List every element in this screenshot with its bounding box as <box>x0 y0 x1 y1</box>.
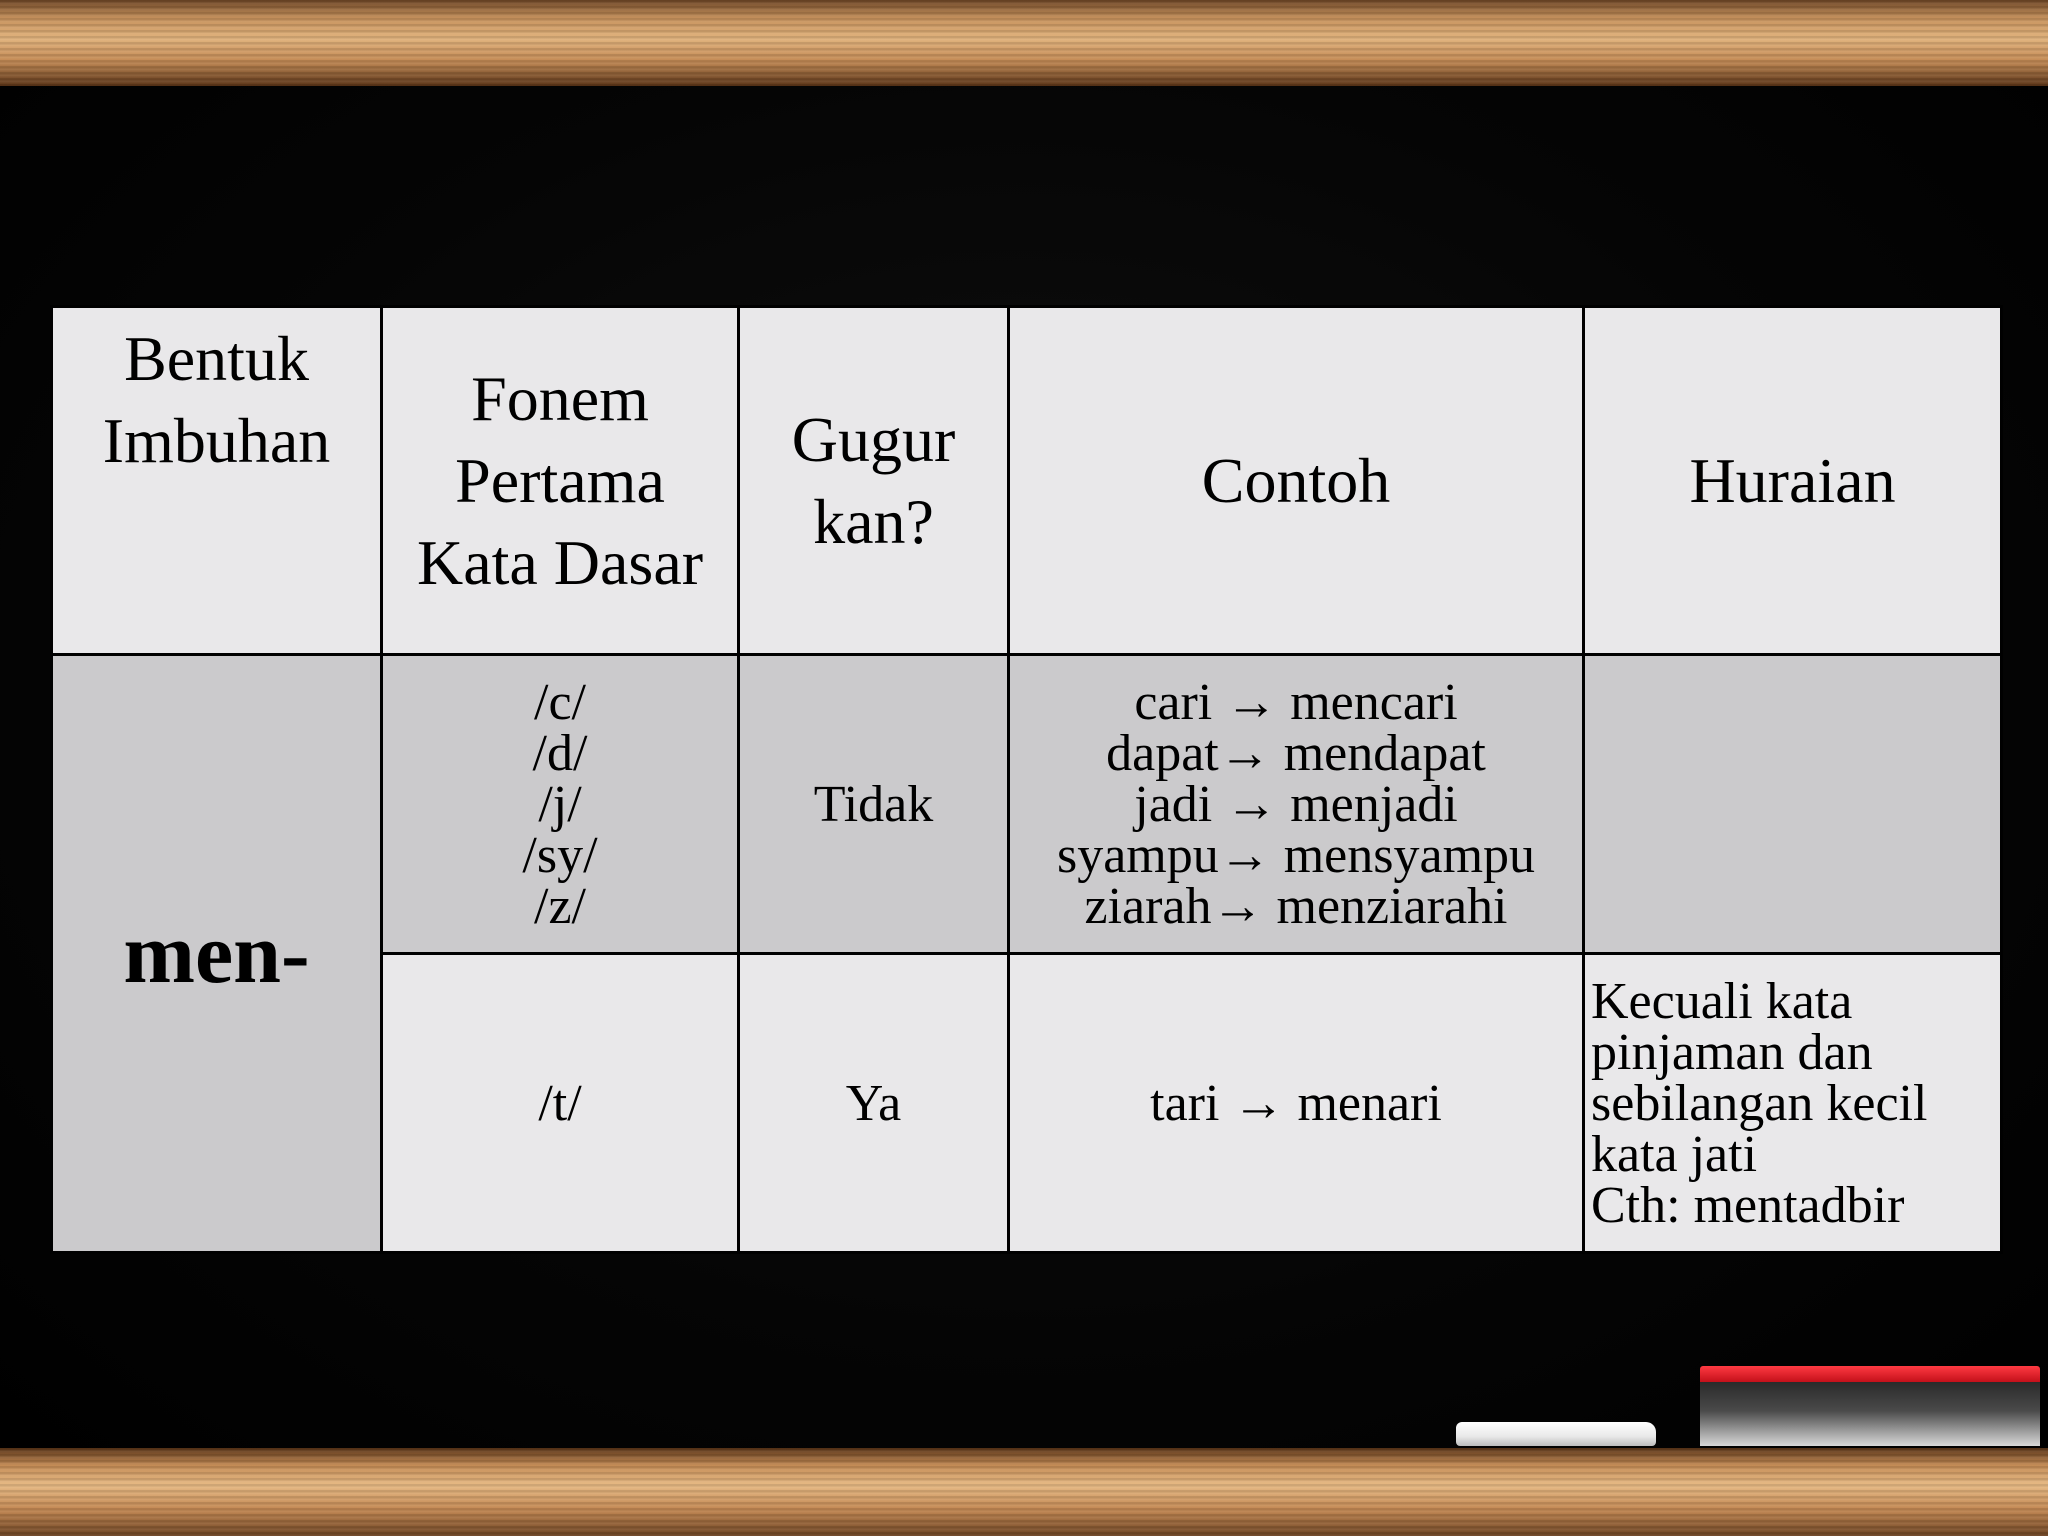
header-text-line: Imbuhan <box>102 405 331 476</box>
header-text-line: Gugur <box>791 403 956 475</box>
board-frame-top <box>0 0 2048 86</box>
fonem-line: /t/ <box>538 1074 582 1132</box>
contoh-line: syampu→ mensyampu <box>1056 826 1536 884</box>
fonem-line: /d/ <box>532 724 588 782</box>
gugur-cell: Ya <box>739 954 1009 1253</box>
contoh-line: ziarah→ menziarahi <box>1084 877 1508 935</box>
header-text-line: Pertama <box>455 444 665 516</box>
header-bentuk-imbuhan <box>52 307 382 655</box>
header-gugur <box>739 307 1009 655</box>
bentuk-imbuhan-cell: men- <box>52 655 382 1253</box>
contoh-line: dapat→ mendapat <box>1106 724 1486 782</box>
fonem-cell <box>382 954 739 1253</box>
eraser-top <box>1700 1366 2040 1382</box>
huraian-line: Cth: mentadbir <box>1591 1176 1905 1234</box>
table-header-row <box>52 307 2002 655</box>
fonem-line: /j/ <box>538 775 582 833</box>
header-text-line: Kata Dasar <box>416 526 704 598</box>
header-text-line: Contoh <box>1201 444 1391 516</box>
table-row <box>52 655 2002 954</box>
header-text-line: kan? <box>813 485 934 557</box>
fonem-cell <box>382 655 739 954</box>
huraian-cell-empty <box>1584 655 2002 954</box>
imbuhan-table <box>50 305 2003 1254</box>
fonem-line: /z/ <box>534 877 586 935</box>
contoh-line: tari → menari <box>1150 1074 1442 1132</box>
board-eraser <box>1700 1366 2040 1446</box>
contoh-line: cari → mencari <box>1134 673 1458 731</box>
fonem-line: /sy/ <box>522 826 598 884</box>
contoh-line: jadi → menjadi <box>1134 775 1458 833</box>
gugur-cell: Tidak <box>739 655 1009 954</box>
header-contoh <box>1009 307 1584 655</box>
chalk-stick <box>1456 1422 1656 1446</box>
header-text-line: Huraian <box>1689 444 1896 516</box>
huraian-line: pinjaman dan <box>1591 1023 1873 1081</box>
board-frame-bottom <box>0 1448 2048 1536</box>
huraian-line: Kecuali kata <box>1591 972 1853 1030</box>
huraian-line: sebilangan kecil <box>1591 1074 1928 1132</box>
header-text-line: Fonem <box>471 362 649 434</box>
eraser-body <box>1700 1382 2040 1446</box>
fonem-line: /c/ <box>534 673 586 731</box>
huraian-cell <box>1584 954 2002 1253</box>
header-fonem-pertama <box>382 307 739 655</box>
huraian-line: kata jati <box>1591 1125 1758 1183</box>
header-text-line: Bentuk <box>124 323 309 394</box>
header-huraian <box>1584 307 2002 655</box>
contoh-cell <box>1009 954 1584 1253</box>
contoh-cell <box>1009 655 1584 954</box>
